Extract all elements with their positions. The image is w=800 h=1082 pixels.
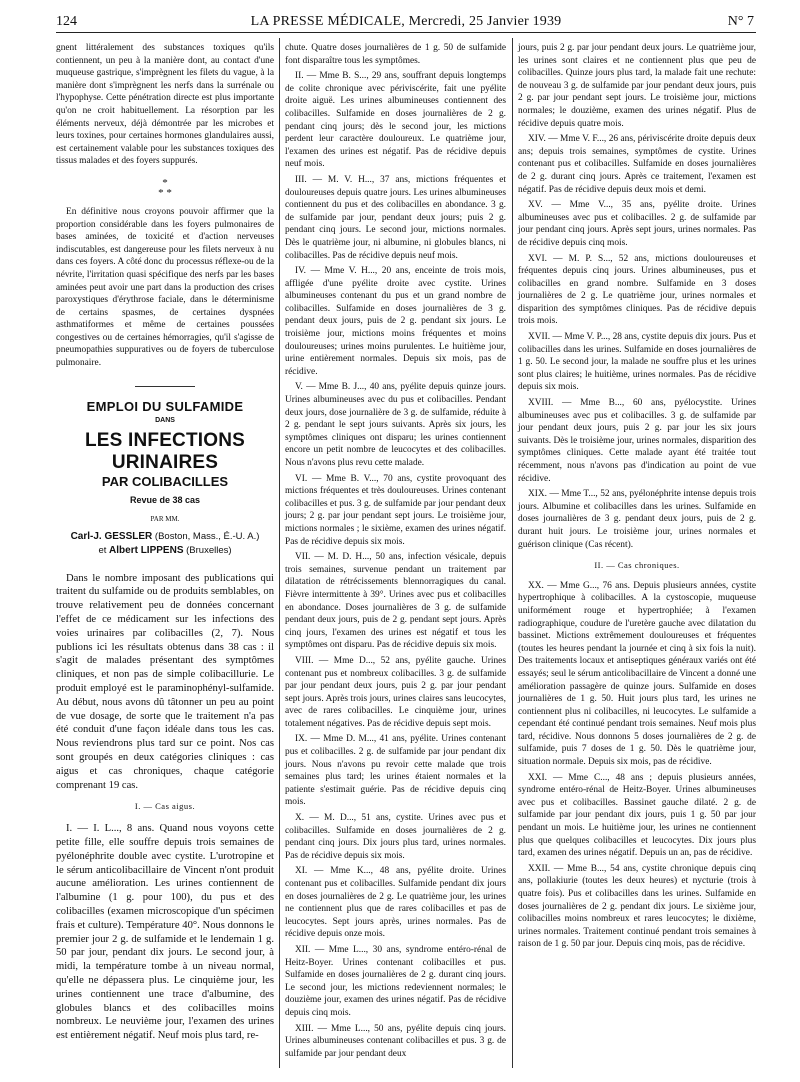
case-paragraph: XIV. — Mme V. F..., 26 ans, périviscérite droite depuis deux ans; depuis trois semaines, symptômes de cystite. Urines contenant pus et colibacilles. Sulfamide en doses journalières de 2 g. durant cinq jours. Après ce traitement, l'examen est négatif. Pas de récidive depuis deux mois et demi. <box>518 134 756 195</box>
author-affiliation: (Boston, Mass., É.-U. A.) <box>154 530 260 542</box>
article-title <box>56 398 274 489</box>
author-conjunction: et <box>98 544 107 556</box>
column-rule-2 <box>512 38 513 1068</box>
case-paragraph: XII. — Mme L..., 30 ans, syndrome entéro-rénal de Heitz-Boyer. Urines contenant colibacilles et pus. Sulfamide en doses journalières de 2 g. durant cinq jours. Le second jour, les mictions redeviennent normales; le douzième jour, examen des urines négatif. Pas de récidive depuis cinq mois. <box>285 944 506 1018</box>
case-paragraph: VIII. — Mme D..., 52 ans, pyélite gauche. Urines contenant pus et nombreux colibacilles. 3 g. de sulfamide par jour pendant deux jours, puis 2 g. par jour pendant sept jours. Après trois jours, urines claires sans leucocytes, avec de rares colibacilles. Le cinquième jour, urines totalement négatives. Pas de récidive depuis sept mois. <box>285 655 506 729</box>
author-name: Carl-J. GESSLER <box>70 530 153 542</box>
case-paragraph: XX. — Mme G..., 76 ans. Depuis plusieurs années, cystite hypertrophique à colibacilles. A la cystoscopie, muqueuse uniformément rouge et hypertrophiée; à l'examen radiographique, coudure de l'uretère gauche avec dilatation du bassinet. Mictions extrêmement douloureuses et fréquentes (toutes les heures pendant la journée et cinq à six fois la nuit). Des traitements locaux et antiseptiques généraux variés ont été essayés; seul le sérum anticolibacillaire de Vincent a donné une amélioration passagère de quinze jours. Sulfamide en doses journalières de 1 g. 50. Huit jours plus tard, les urines ne contiennent plus ni colibacilles, ni leucocytes. Le sulfamide a cependant été continué pendant trois semaines. Neuf mois plus tard, récidive. Nous donnons 5 doses journalières de 2 g. de sulfamide, puis 7 doses de 1 g. 50. Dès le quatrième jour, situation normale. Depuis six mois, pas de récidive. <box>518 580 756 768</box>
running-header <box>56 14 756 33</box>
case-paragraph: V. — Mme B. J..., 40 ans, pyélite depuis quinze jours. Urines albumineuses avec du pus et colibacilles. Pendant deux jours, dose journalière de 3 g. de sulfamide, réduite à 2 g. pendant le sept jours suivants. Après six jours, les symptômes cliniques ont disparu; les urines contiennent encore un petit nombre de leucocytes et des colibacilles. Nous n'avons plus revu cette malade. <box>285 382 506 468</box>
case-paragraph: XXII. — Mme B..., 54 ans, cystite chronique depuis cinq ans, pollakiurie (toutes les deux heures) et nycturie (trois à quatre fois). Pus et colibacilles dans les urines. Sulfamide en doses journalières de 2 g. pendant dix jours. Le sixième jour, colibacilles moins nombreux et rares leucocytes; le dixième, urines normales. Traitement continué pendant trois semaines à raison de 1 g. 50 par jour. Depuis cinq mois, pas de récidive. <box>518 863 756 950</box>
case-paragraph: XVIII. — Mme B..., 60 ans, pyélocystite. Urines albumineuses avec pus et colibacilles. 3 g. de sulfamide par jour pendant deux jours, puis 2 g. par jour les six jours suivants. Dès le troisième jour, urines normales, disparition des symptômes cliniques. Cette malade ayant été traitée tout récemment, nous n'avons pas d'indication au point de vue récidive. <box>518 398 756 484</box>
case-paragraph: jours, puis 2 g. par jour pendant deux jours. Le quatrième jour, les urines sont claires et ne contiennent plus que peu de colibacilles. Quinze jours plus tard, la malade fait une rechute: de nouveau 3 g. de sulfamide par jour pendant deux jours, puis 2 g. par jour pendant sept jours. Le troisième jour, mictions normales; le douzième, examen des urines négatif. Plus de récidive depuis quatre mois. <box>518 43 756 129</box>
case-paragraph: III. — M. V. H..., 37 ans, mictions fréquentes et douloureuses depuis quatre jours. Les urines albumineuses contiennent du pus et des colibacilles en abondance. 3 g. de sulfamide par jour, pendant deux jours; puis 2 g. pendant cinq jours. Le second jour, mictions normales. Dès le quatrième jour, ni albumine, ni globules blancs, ni colibacilles. Pas de récidive depuis neuf mois. <box>285 174 506 261</box>
section-break-stars: * * * <box>158 176 172 199</box>
column-right <box>518 42 756 954</box>
case-paragraph: XVII. — Mme V. P..., 28 ans, cystite depuis dix jours. Pus et colibacilles dans les urines. Sulfamide en doses journalières de 1 g. 50. Le second jour, la malade ne souffre plus et les urines sont plus claires; le huitième, urines normales. Pas de récidive depuis six mois. <box>518 332 756 393</box>
title-line-2: LES INFECTIONS URINAIRES <box>84 429 246 473</box>
case-paragraph: XIII. — Mme L..., 50 ans, pyélite depuis cinq jours. Urines albumineuses contenant colibacilles et pus. 3 g. de sulfamide par jour pendant deux <box>285 1023 506 1059</box>
case-paragraph: X. — M. D..., 51 ans, cystite. Urines avec pus et colibacilles. Sulfamide en doses journalières de 2 g. pendant cinq jours. Dix jours plus tard, urines normales. Pas de récidive depuis six mois. <box>285 813 506 861</box>
article-body <box>56 572 274 1043</box>
section-heading: I. — Cas aigus. <box>134 801 196 812</box>
column-rule-1 <box>279 38 280 1068</box>
title-dans: DANS <box>155 417 175 425</box>
case-paragraph: I. — I. L..., 8 ans. Quand nous voyons cette petite fille, elle souffre depuis trois semaines de pyélonéphrite double avec cystite. L'urotropine et le sérum anticolibacillaire de Vincent n'ont produit aucune amélioration. Les urines contiennent de l'albumine (1 g. pour 100), du pus et des colibacilles (examen microscopique d'un spécimen frais et culture). Température 40°. Nous donnons le premier jour 2 g. de sulfamide et le lendemain 1 g. 50 par jour, pendant dix jours. Le second jour, à midi, la température tombe à un niveau normal, qu'elle ne dépassera plus. Le cinquième jour, les urines contiennent une trace d'albumine, des globules blancs et des colibacilles moins nombreux. Le neuvième jour, l'examen des urines est entièrement négatif. Neuf mois plus tard, re- <box>56 823 274 1042</box>
author-name: Albert LIPPENS <box>109 544 184 556</box>
section-heading: II. — Cas chroniques. <box>594 560 680 571</box>
case-paragraph: XV. — Mme V..., 35 ans, pyélite droite. Urines albumineuses avec pus et colibacilles. 2 g. de sulfamide par jour pendant cinq jours. Après sept jours, urines normales. Pas de récidive depuis cinq mois. <box>518 200 756 248</box>
case-paragraph: VI. — Mme B. V..., 70 ans, cystite provoquant des mictions fréquentes et très douloureuses. Urines contenant colibacilles et pus. 3 g. de sulfamide par jour pendant deux jours; 2 g. par jour pendant sept jours. Le troisième jour, mictions normales ; le sixième, examen des urines négatif. Pas de récidive depuis six mois. <box>285 473 506 547</box>
paragraph: gnent littéralement des substances toxiques qu'ils contiennent, un peu à la manière dont, au contact d'une muqueuse gastrique, s'imprègnent les filets du vague, à la manière dont s'imprègnent les nerfs dans la surrénale ou l'hypophyse. Cette pénétration directe est plus importante qu'on ne croit habituellement. La résorption par les éléments nerveux, déjà démontrée par les microbes et leurs toxines, pour certaines hormones glandulaires aussi, est certainement valable pour les substances toxiques des tissus malades et des foyers suppurés. <box>56 43 274 167</box>
article-separator <box>135 386 195 387</box>
author-affiliation: (Bruxelles) <box>186 544 232 556</box>
author-line-2 <box>56 544 274 558</box>
case-paragraph: IX. — Mme D. M..., 41 ans, pyélite. Urines contenant pus et colibacilles. 2 g. de sulfamide par jour pendant dix jours. Nous n'avons pu revoir cette malade que trois semaines plus tard; les urines étaient normales et la patiente s'estimait guérie. Pas de récidive depuis cinq mois. <box>285 734 506 808</box>
column-middle <box>285 42 506 1063</box>
journal-title: LA PRESSE MÉDICALE, Mercredi, 25 Janvier 1939 <box>250 14 562 29</box>
case-paragraph: XXI. — Mme C..., 48 ans ; depuis plusieurs années, syndrome entéro-rénal de Heitz-Boyer. Urines albumineuses avec pus et colibacilles. Bassinet gauche dilaté. 2 g. de sulfamide par jour pendant dix jours, puis 1 g. 50 par jour pendant un mois. Le huitième jour, les urines ne contiennent plus que quelques colibacilles et leucocytes. Dix jours plus tard, examen des urines négatif. Depuis un an, pas de récidive. <box>518 772 756 859</box>
case-paragraph: XIX. — Mme T..., 52 ans, pyélonéphrite intense depuis trois jours. Albumine et colibacilles dans les urines. Sulfamide en doses journalières de 3 g. pendant deux jours, puis de 2 g. durant huit jours. Le troisième jour, urines normales et guérison clinique (Cas récent). <box>518 489 756 550</box>
case-paragraph: XVI. — M. P. S..., 52 ans, mictions douloureuses et fréquentes depuis cinq jours. Urines albumineuses, pus et colibacilles en grand nombre. Sulfamide en 3 doses journalières de 2 g. Le quatrième jour, urines normales et disparition des symptômes cliniques. Pas de récidive depuis trois mois. <box>518 253 756 327</box>
title-line-1: EMPLOI DU SULFAMIDE <box>86 398 244 414</box>
case-paragraph: VII. — M. D. H..., 50 ans, infection vésicale, depuis trois semaines, survenue pendant un traitement par dilatation de rétrécissements blennorragiques du canal. Fièvre intermittente à 39°. Urines avec pus et colibacilles en abondance. Doses journalières de 3 g. de sulfamide pendant deux jours, puis de 2 g. pendant sept jours. Après cinq jours, l'examen des urines est négatif et tous les symptômes ont disparu. Pas de récidive depuis six mois. <box>285 552 506 651</box>
issue-number: N° 7 <box>727 14 754 29</box>
case-paragraph: chute. Quatre doses journalières de 1 g. 50 de sulfamide font disparaître tous les symptômes. <box>285 43 506 66</box>
byline-par: PAR MM. <box>150 515 180 524</box>
page-number: 124 <box>56 14 77 29</box>
article-subtitle: Revue de 38 cas <box>129 495 201 506</box>
case-paragraph: II. — Mme B. S..., 29 ans, souffrant depuis longtemps de colite chronique avec périviscérite, fait une pyélite droite aiguë. Les urines albumineuses contiennent des colibacilles. Sulfamide en doses journalières de 2 g. pendant cinq jours; dès le second jour, les mictions perdent leur caractère douloureux. Le quatrième jour, l'examen des urines est négatif. Pas de récidive depuis neuf mois. <box>285 71 506 170</box>
case-paragraph: XI. — Mme K..., 48 ans, pyélite droite. Urines contenant pus et colibacilles. Sulfamide pendant dix jours en doses journalières de 2 g. Le quatrième jour, les urines ne contiennent plus que de rares colibacilles et pas de leucocytes. Sept jours après, urines normales. Pas de récidive depuis onze mois. <box>285 866 506 940</box>
column-left <box>56 42 274 1046</box>
paragraph: En définitive nous croyons pouvoir affirmer que la proportion considérable dans les foyers pulmonaires de bases aminées, de toxicité et d'action nerveuses indiscutables, est dangereuse pour les filets nerveux à nu dans ces foyers. A côté donc du processus réflexe-ou de la névrite, l'irritation quasi spécifique des nerfs par les bases aminées peut avoir une part dans la production des crises paroxystiques d'érythrose faciale, dans le déterminisme de certains spasmes, de certaines dyspnées asthmatiformes et même de certaines poussées congestives ou de certaines hémorragies, qu'il s'agisse de pneumopathies suppuratives ou de foyers de tuberculose pulmonaire. <box>56 206 274 369</box>
title-line-3: PAR COLIBACILLES <box>101 473 229 489</box>
case-paragraph: IV. — Mme V. H..., 20 ans, enceinte de trois mois, affligée d'une pyélite droite avec cystite. Urines albumineuses contenant du pus et un grand nombre de colibacilles. Sulfamide en doses journalières de 3 g. pendant deux jours, puis de 2 g. pendant six jours. Le troisième jour, mictions moins fréquentes et moins douloureuses; urines moins purulentes. Le huitième jour, urine entièrement normales. Depuis six mois, pas de récidive. <box>285 266 506 377</box>
author-line-1 <box>56 530 274 544</box>
intro-paragraph: Dans le nombre imposant des publications qui traitent du sulfamide ou de produits semblables, on trouve relativement peu de données concernant l'effet de ce médicament sur les infections des voies urinaires par colibacilles (2, 7). Nous publions ici les résultats obtenus dans 38 cas : il s'agit de malades présentant des symptômes cliniques, et non pas de simple colibacillurie. Le produit employé est le paraminophényl-sulfamide. Au début, nous avons dû tâtonner un peu au point de vue dosage, de sorte que le traitement n'a pas été conduit d'une façon idéale dans tous les cas. Nous reviendrons plus tard sur ce point. Nos cas sont groupés en deux catégories cliniques : cas aigus et cas chroniques, chaque catégorie comprenant 19 cas. <box>56 572 274 791</box>
